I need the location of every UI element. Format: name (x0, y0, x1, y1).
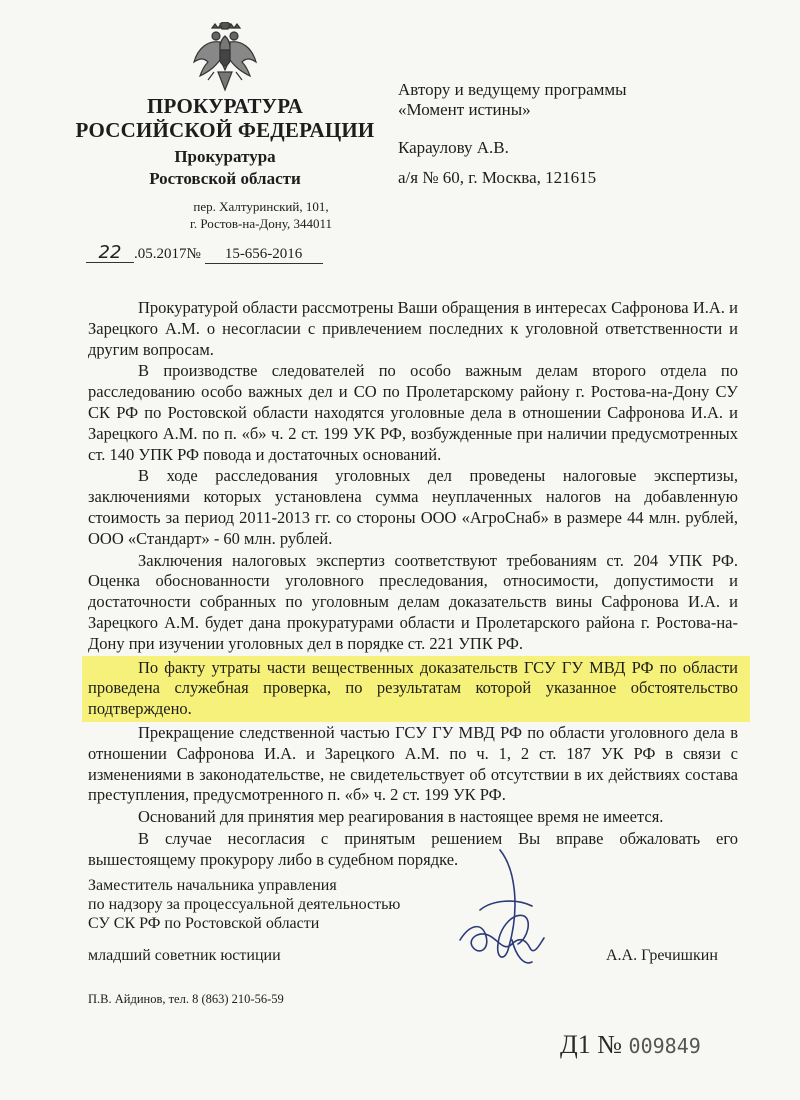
handwritten-signature (420, 840, 580, 980)
document-serial (560, 1030, 780, 1061)
serial-number: 009849 (628, 1034, 701, 1058)
body-paragraph: В случае несогласия с принятым решением Вы вправе обжаловать его вышестоящему прокурору либо в судебном порядке. (88, 828, 738, 869)
addressee-name: Караулову А.В. (398, 138, 509, 157)
position-line1: Заместитель начальника управления (88, 877, 337, 894)
registration-number: 15-656-2016 (205, 245, 323, 264)
organization-address (96, 198, 426, 232)
addressee-line2: «Момент истины» (398, 100, 531, 119)
highlighted-paragraph: По факту утраты части вещественных доказательств ГСУ ГУ МВД РФ по области проведена служебная проверка, по результатам которой указанное обстоятельство подтверждено. (82, 656, 750, 722)
address-line2: г. Ростов-на-Дону, 344011 (190, 216, 332, 231)
org-sub-line1: Прокуратура (174, 147, 276, 166)
serial-prefix: Д1 № (560, 1030, 623, 1059)
coat-of-arms-icon (190, 22, 260, 96)
body-paragraph: Прокуратурой области рассмотрены Ваши обращения в интересах Сафронова И.А. и Зарецкого А.М. о несогласии с привлечением последних к уголовной ответственности и другим вопросам. (88, 298, 738, 359)
letter-body (88, 298, 738, 872)
org-title-line1: ПРОКУРАТУРА (147, 94, 303, 118)
body-paragraph: В производстве следователей по особо важным делам второго отдела по расследованию особо важных дел и СО по Пролетарскому району г. Ростова-на-Дону СУ СК РФ по Ростовской области находятся уголовные дела в отношении Сафронова И.А. и Зарецкого А.М. по п. «б» ч. 2 ст. 199 УК РФ, возбужденные при наличии предусмотренных ст. 140 УПК РФ повода и достаточных оснований. (88, 361, 738, 464)
number-sign: № (186, 246, 201, 262)
address-line1: пер. Халтуринский, 101, (193, 199, 329, 214)
registration-line (86, 244, 386, 264)
executor-info: П.В. Айдинов, тел. 8 (863) 210-56-59 (88, 992, 284, 1006)
addressee-block (398, 80, 778, 188)
body-paragraph: Прекращение следственной частью ГСУ ГУ МВД РФ по области уголовного дела в отношении Сафронова И.А. и Зарецкого А.М. по ч. 1, 2 ст. 187 УК РФ в связи с изменениями в законодательстве, не свидетельствует об отсутствии в их действиях состава преступления, предусмотренного п. «б» ч. 2 ст. 199 УК РФ. (88, 722, 738, 805)
registration-day: 22 (86, 244, 134, 263)
body-paragraph: Оснований для принятия мер реагирования в настоящее время не имеется. (138, 807, 664, 827)
signatory-position (88, 876, 468, 933)
signatory-rank: младший советник юстиции (88, 947, 281, 964)
addressee-postal: а/я № 60, г. Москва, 121615 (398, 168, 597, 187)
position-line2: по надзору за процессуальной деятельностью (88, 896, 401, 913)
organization-title (60, 94, 390, 142)
position-line3: СУ СК РФ по Ростовской области (88, 915, 320, 932)
body-paragraph: В ходе расследования уголовных дел проведены налоговые экспертизы, заключениями которых установлена сумма неуплаченных налогов на добавленную стоимость за период 2011-2013 гг. со стороны ООО «АгроСнаб» в размере 44 млн. рублей, ООО «Стандарт» - 60 млн. рублей. (88, 466, 738, 548)
signatory-name: А.А. Гречишкин (606, 947, 718, 964)
addressee-line1: Автору и ведущему программы (398, 80, 627, 99)
organization-subtitle (60, 146, 390, 190)
body-paragraph: Заключения налоговых экспертиз соответствуют требованиям ст. 204 УПК РФ. Оценка обоснованности уголовного преследования, относимости, допустимости и достаточности собранных по уголовным делам доказательств вины Сафронова И.А. и Зарецкого А.М. будет дана прокуратурами области и Пролетарского района г. Ростова-на-Дону при изучении уголовных дел в порядке ст. 221 УПК РФ. (88, 550, 738, 653)
org-sub-line2: Ростовской области (149, 169, 301, 188)
org-title-line2: РОССИЙСКОЙ ФЕДЕРАЦИИ (75, 118, 375, 142)
registration-date: .05.2017 (134, 246, 187, 262)
